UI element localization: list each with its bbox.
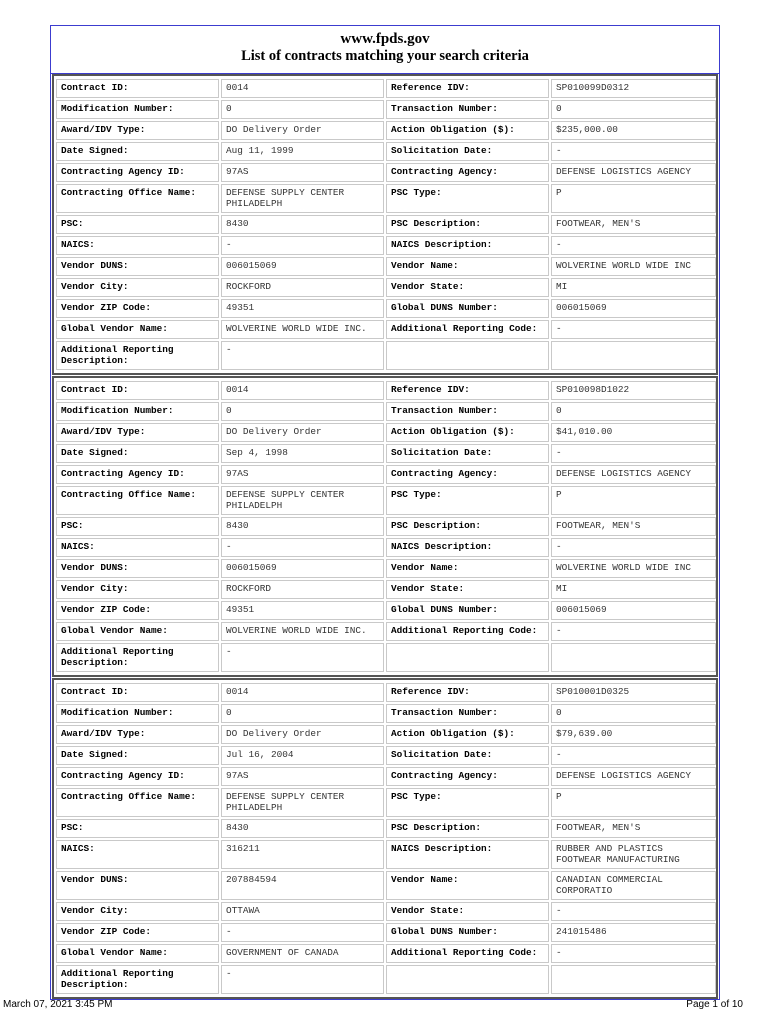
table-row [56, 704, 716, 723]
table-row [56, 341, 716, 370]
table-row [56, 902, 716, 921]
field-label: Vendor DUNS: [56, 559, 219, 578]
table-row [56, 486, 716, 515]
field-value: 006015069 [551, 299, 716, 318]
field-label: Additional Reporting Code: [386, 622, 549, 641]
field-label: Additional Reporting Description: [56, 643, 219, 672]
field-label: PSC: [56, 517, 219, 536]
table-row [56, 819, 716, 838]
field-value: - [551, 320, 716, 339]
field-label: Reference IDV: [386, 381, 549, 400]
field-label: Award/IDV Type: [56, 725, 219, 744]
field-value: 97AS [221, 163, 384, 182]
field-label: Global Vendor Name: [56, 320, 219, 339]
field-label: Contracting Agency: [386, 465, 549, 484]
field-value: 0014 [221, 79, 384, 98]
field-label: Vendor DUNS: [56, 257, 219, 276]
field-label: Transaction Number: [386, 402, 549, 421]
page-number: Page 1 of 10 [686, 999, 743, 1010]
field-label: PSC Type: [386, 788, 549, 817]
field-value: DEFENSE SUPPLY CENTER PHILADELPH [221, 788, 384, 817]
field-label: Date Signed: [56, 142, 219, 161]
field-value: SP010099D0312 [551, 79, 716, 98]
table-row [56, 517, 716, 536]
field-value: 0014 [221, 381, 384, 400]
field-value: DO Delivery Order [221, 121, 384, 140]
field-value: SP010098D1022 [551, 381, 716, 400]
field-label: Vendor ZIP Code: [56, 923, 219, 942]
field-value: 006015069 [221, 559, 384, 578]
field-value: FOOTWEAR, MEN'S [551, 517, 716, 536]
field-value: - [221, 643, 384, 672]
field-value: 0 [221, 402, 384, 421]
field-value: $235,000.00 [551, 121, 716, 140]
field-value: WOLVERINE WORLD WIDE INC [551, 559, 716, 578]
field-label: Transaction Number: [386, 100, 549, 119]
field-label: PSC: [56, 819, 219, 838]
field-label: NAICS: [56, 840, 219, 869]
field-label: Vendor DUNS: [56, 871, 219, 900]
field-value: DEFENSE SUPPLY CENTER PHILADELPH [221, 184, 384, 213]
field-label: Solicitation Date: [386, 746, 549, 765]
field-label: Contract ID: [56, 79, 219, 98]
field-value: DEFENSE LOGISTICS AGENCY [551, 163, 716, 182]
field-label: Additional Reporting Description: [56, 965, 219, 994]
field-label: Vendor Name: [386, 871, 549, 900]
field-label: Global Vendor Name: [56, 622, 219, 641]
field-label: Global DUNS Number: [386, 923, 549, 942]
field-label: Vendor ZIP Code: [56, 601, 219, 620]
field-value: - [221, 965, 384, 994]
field-value: 0 [221, 704, 384, 723]
report-frame [50, 25, 720, 1000]
field-value: - [551, 746, 716, 765]
field-label: PSC Description: [386, 819, 549, 838]
field-value: 0 [551, 402, 716, 421]
field-label: NAICS: [56, 538, 219, 557]
table-row [56, 725, 716, 744]
table-row [56, 236, 716, 255]
field-value [551, 643, 716, 672]
contract-table [54, 77, 718, 372]
field-value: RUBBER AND PLASTICS FOOTWEAR MANUFACTURING [551, 840, 716, 869]
field-value: ROCKFORD [221, 580, 384, 599]
field-label: NAICS Description: [386, 236, 549, 255]
field-label: Modification Number: [56, 402, 219, 421]
table-row [56, 871, 716, 900]
field-label: Award/IDV Type: [56, 423, 219, 442]
site-name: www.fpds.gov [340, 31, 430, 47]
field-label: Contracting Agency: [386, 163, 549, 182]
field-label [386, 341, 549, 370]
table-row [56, 278, 716, 297]
field-value: 006015069 [221, 257, 384, 276]
field-value: 316211 [221, 840, 384, 869]
field-label: Reference IDV: [386, 683, 549, 702]
table-row [56, 215, 716, 234]
field-label: Contracting Office Name: [56, 788, 219, 817]
field-label: Additional Reporting Code: [386, 944, 549, 963]
field-label: PSC Type: [386, 184, 549, 213]
table-row [56, 559, 716, 578]
field-label: Reference IDV: [386, 79, 549, 98]
field-label: Modification Number: [56, 704, 219, 723]
field-value: 0 [221, 100, 384, 119]
field-value: Jul 16, 2004 [221, 746, 384, 765]
field-value: DO Delivery Order [221, 725, 384, 744]
field-value: 006015069 [551, 601, 716, 620]
table-row [56, 788, 716, 817]
field-value: DEFENSE SUPPLY CENTER PHILADELPH [221, 486, 384, 515]
field-value: ROCKFORD [221, 278, 384, 297]
field-value: WOLVERINE WORLD WIDE INC. [221, 622, 384, 641]
table-row [56, 767, 716, 786]
table-row [56, 944, 716, 963]
table-row [56, 601, 716, 620]
field-label: PSC Description: [386, 215, 549, 234]
field-label: Vendor State: [386, 278, 549, 297]
field-value: 0 [551, 100, 716, 119]
field-value: P [551, 788, 716, 817]
field-label: Contracting Agency ID: [56, 767, 219, 786]
field-label: Transaction Number: [386, 704, 549, 723]
report-header [51, 26, 719, 74]
field-value: Aug 11, 1999 [221, 142, 384, 161]
field-label: Contract ID: [56, 683, 219, 702]
field-value: 0 [551, 704, 716, 723]
field-value: - [221, 538, 384, 557]
field-value: $79,639.00 [551, 725, 716, 744]
field-value: - [551, 902, 716, 921]
table-row [56, 580, 716, 599]
table-row [56, 538, 716, 557]
field-value: OTTAWA [221, 902, 384, 921]
field-value [551, 341, 716, 370]
field-label: Action Obligation ($): [386, 725, 549, 744]
field-value: - [551, 538, 716, 557]
field-value: FOOTWEAR, MEN'S [551, 819, 716, 838]
field-label: Award/IDV Type: [56, 121, 219, 140]
table-row [56, 643, 716, 672]
field-value: 49351 [221, 601, 384, 620]
field-value: 8430 [221, 819, 384, 838]
field-value: 8430 [221, 215, 384, 234]
contract-record [52, 376, 718, 677]
field-label: Additional Reporting Code: [386, 320, 549, 339]
field-value: MI [551, 278, 716, 297]
table-row [56, 184, 716, 213]
table-row [56, 965, 716, 994]
field-value: DEFENSE LOGISTICS AGENCY [551, 465, 716, 484]
table-row [56, 320, 716, 339]
field-label: Vendor Name: [386, 257, 549, 276]
field-value: 0014 [221, 683, 384, 702]
field-label: Date Signed: [56, 444, 219, 463]
field-value: 241015486 [551, 923, 716, 942]
field-value: GOVERNMENT OF CANADA [221, 944, 384, 963]
field-value: 97AS [221, 465, 384, 484]
field-value: - [551, 622, 716, 641]
field-value: - [551, 944, 716, 963]
field-value: 97AS [221, 767, 384, 786]
field-label: Solicitation Date: [386, 444, 549, 463]
table-row [56, 840, 716, 869]
field-label: PSC: [56, 215, 219, 234]
report-subtitle: List of contracts matching your search criteria [241, 48, 529, 64]
table-row [56, 923, 716, 942]
field-value [551, 965, 716, 994]
field-value: WOLVERINE WORLD WIDE INC. [221, 320, 384, 339]
field-label: Contract ID: [56, 381, 219, 400]
field-value: DEFENSE LOGISTICS AGENCY [551, 767, 716, 786]
field-value: CANADIAN COMMERCIAL CORPORATIO [551, 871, 716, 900]
table-row [56, 465, 716, 484]
field-value: Sep 4, 1998 [221, 444, 384, 463]
field-label: Modification Number: [56, 100, 219, 119]
table-row [56, 622, 716, 641]
field-label: Action Obligation ($): [386, 423, 549, 442]
field-value: - [551, 236, 716, 255]
field-label: Contracting Office Name: [56, 486, 219, 515]
contract-record [52, 678, 718, 999]
field-label: Contracting Office Name: [56, 184, 219, 213]
field-label [386, 965, 549, 994]
field-label [386, 643, 549, 672]
field-label: Vendor City: [56, 278, 219, 297]
field-label: PSC Description: [386, 517, 549, 536]
field-label: Vendor City: [56, 580, 219, 599]
contract-record [52, 74, 718, 375]
field-label: Vendor ZIP Code: [56, 299, 219, 318]
field-label: Contracting Agency ID: [56, 465, 219, 484]
field-label: NAICS Description: [386, 840, 549, 869]
table-row [56, 299, 716, 318]
field-value: - [221, 236, 384, 255]
field-label: Vendor Name: [386, 559, 549, 578]
field-value: FOOTWEAR, MEN'S [551, 215, 716, 234]
table-row [56, 444, 716, 463]
field-label: Global DUNS Number: [386, 299, 549, 318]
field-value: - [221, 923, 384, 942]
field-label: Vendor State: [386, 902, 549, 921]
contract-table [54, 379, 718, 674]
field-value: - [551, 142, 716, 161]
field-label: Solicitation Date: [386, 142, 549, 161]
field-value: SP010001D0325 [551, 683, 716, 702]
field-label: Global DUNS Number: [386, 601, 549, 620]
field-value: 8430 [221, 517, 384, 536]
field-value: WOLVERINE WORLD WIDE INC [551, 257, 716, 276]
field-label: Additional Reporting Description: [56, 341, 219, 370]
field-value: DO Delivery Order [221, 423, 384, 442]
table-row [56, 257, 716, 276]
contract-records [51, 74, 719, 999]
field-label: Vendor City: [56, 902, 219, 921]
table-row [56, 683, 716, 702]
table-row [56, 121, 716, 140]
field-label: Date Signed: [56, 746, 219, 765]
field-value: MI [551, 580, 716, 599]
field-label: Vendor State: [386, 580, 549, 599]
print-timestamp: March 07, 2021 3:45 PM [3, 999, 113, 1010]
table-row [56, 402, 716, 421]
field-value: 49351 [221, 299, 384, 318]
field-label: Global Vendor Name: [56, 944, 219, 963]
table-row [56, 142, 716, 161]
table-row [56, 423, 716, 442]
field-label: PSC Type: [386, 486, 549, 515]
field-label: Contracting Agency ID: [56, 163, 219, 182]
field-value: P [551, 184, 716, 213]
field-value: 207884594 [221, 871, 384, 900]
table-row [56, 381, 716, 400]
field-label: NAICS: [56, 236, 219, 255]
field-value: P [551, 486, 716, 515]
field-label: Action Obligation ($): [386, 121, 549, 140]
table-row [56, 100, 716, 119]
table-row [56, 746, 716, 765]
field-value: $41,010.00 [551, 423, 716, 442]
table-row [56, 79, 716, 98]
field-value: - [551, 444, 716, 463]
field-value: - [221, 341, 384, 370]
contract-table [54, 681, 718, 996]
field-label: Contracting Agency: [386, 767, 549, 786]
field-label: NAICS Description: [386, 538, 549, 557]
table-row [56, 163, 716, 182]
